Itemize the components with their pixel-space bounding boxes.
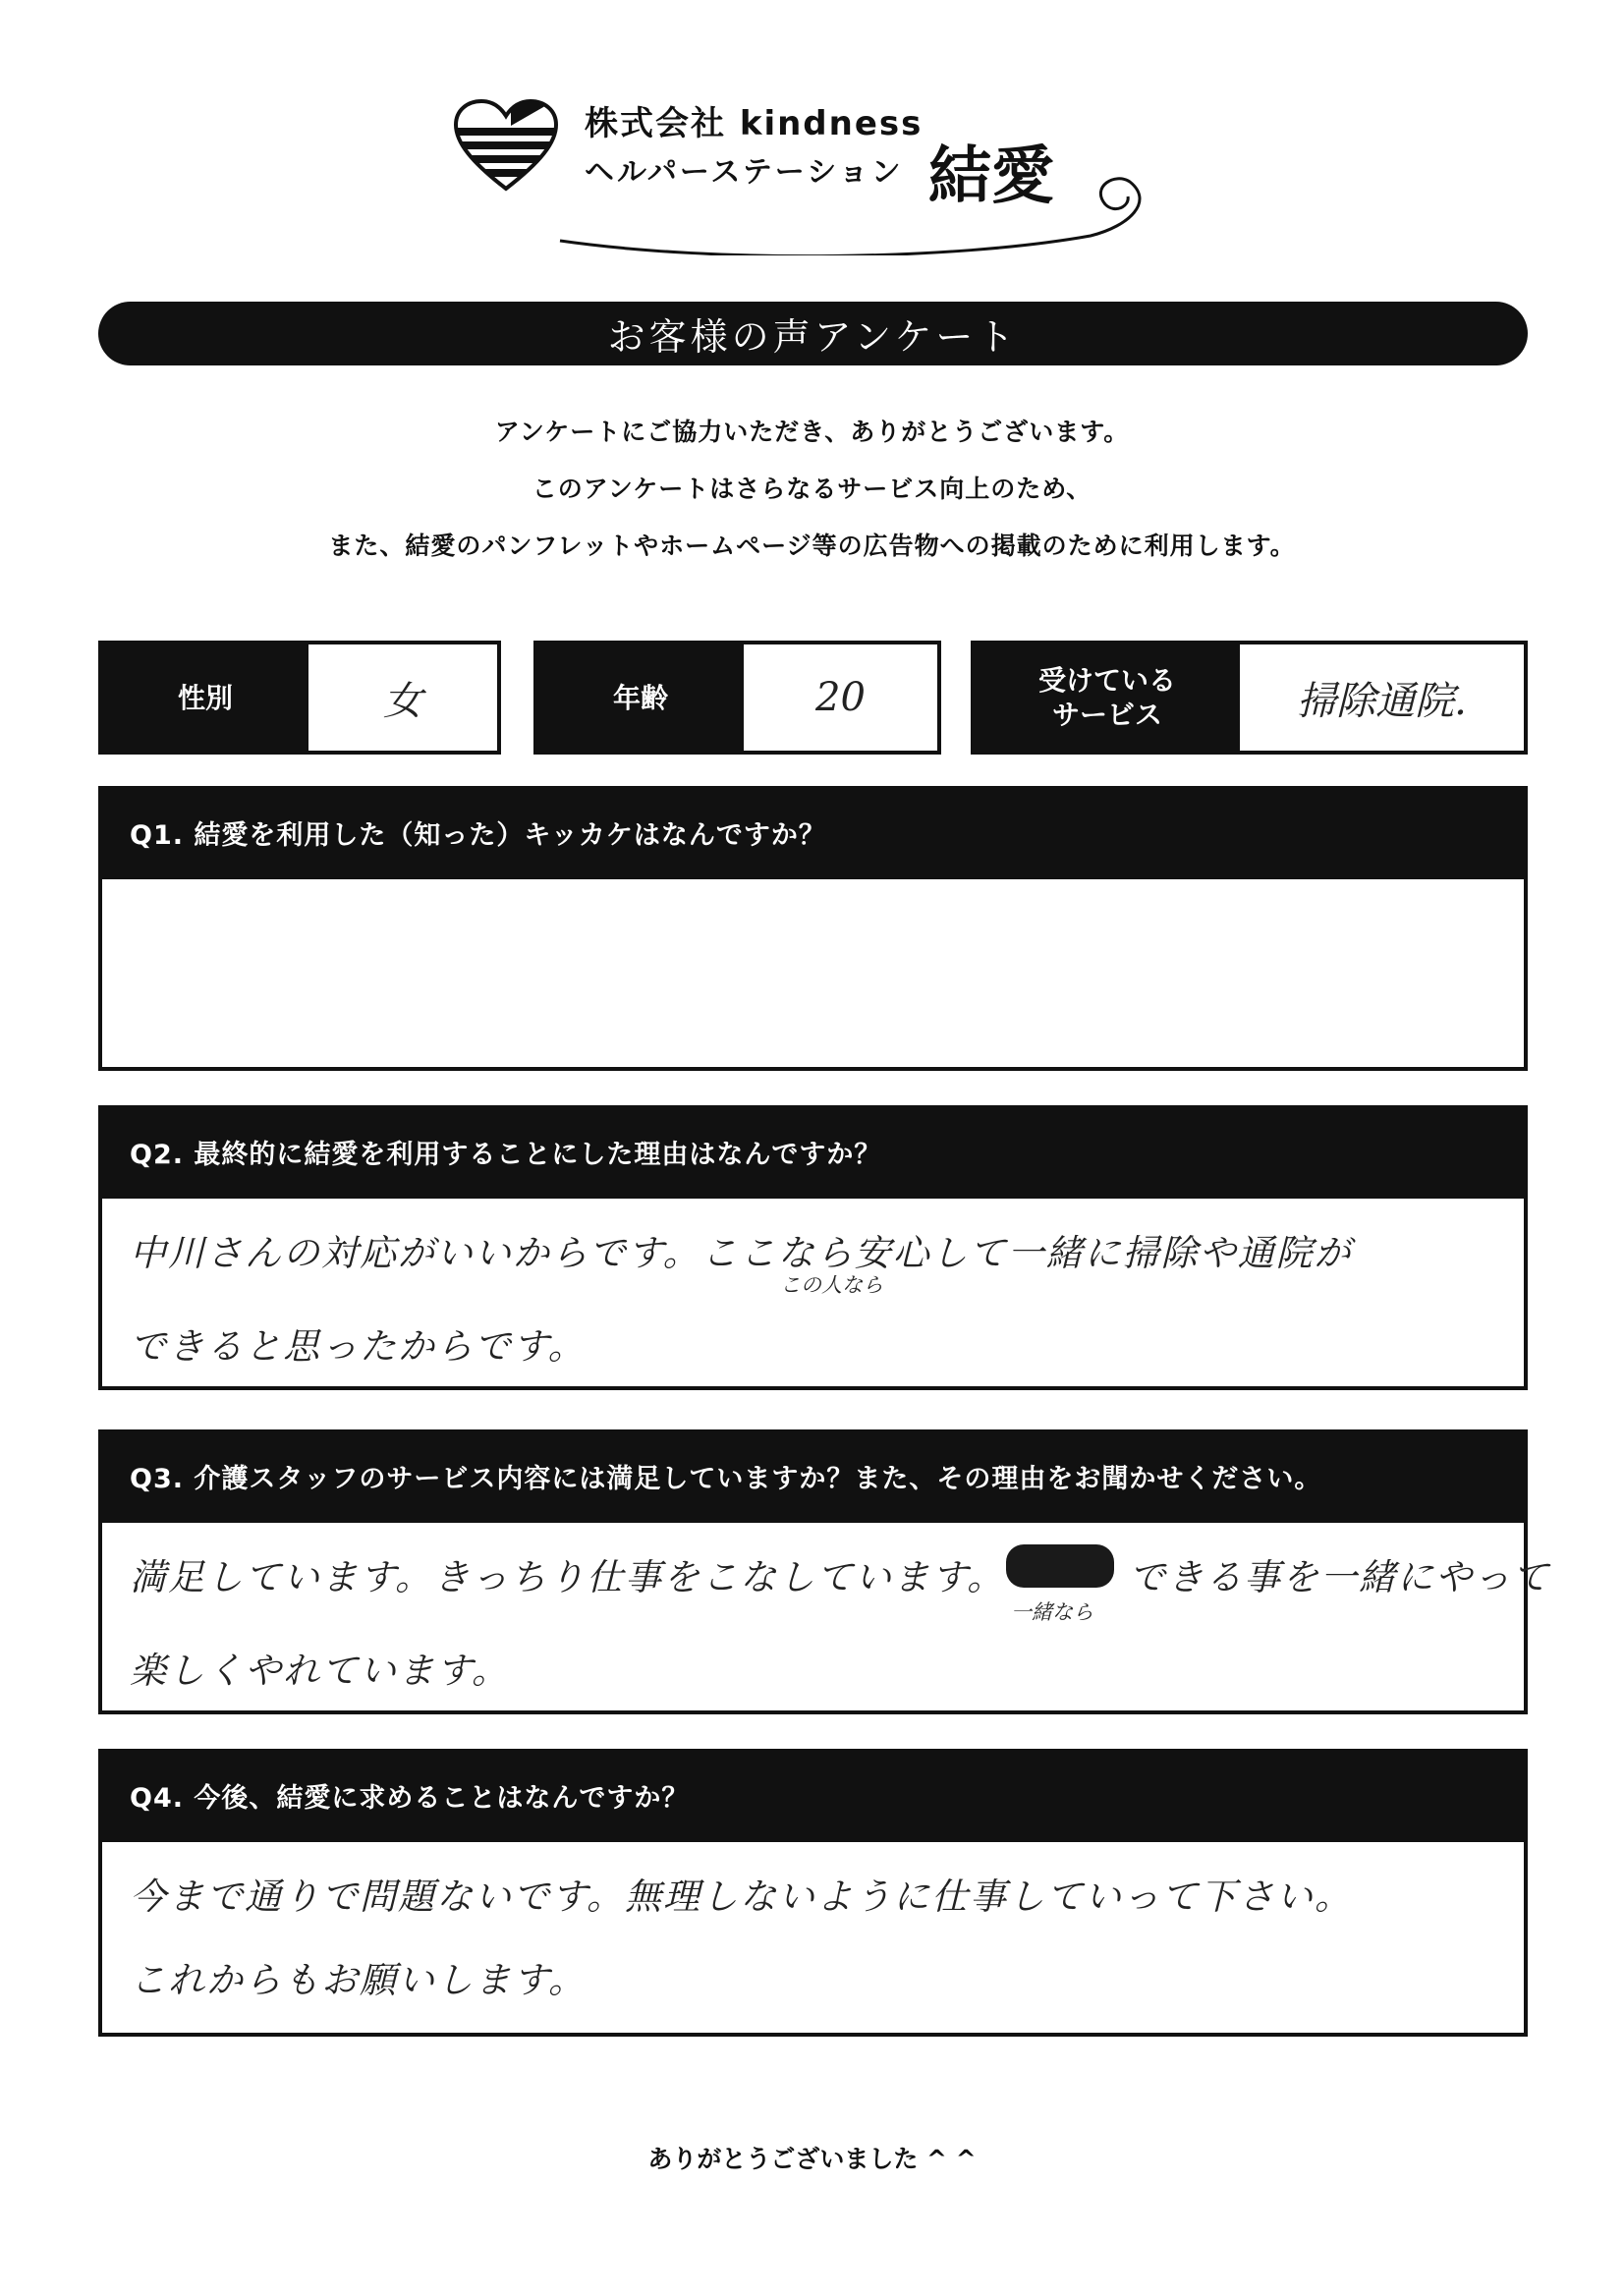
question-3-label: Q3. 介護スタッフのサービス内容には満足していますか？また、その理由をお聞かせください。 <box>98 1429 1528 1523</box>
service-label-line-2: サービス <box>1051 699 1162 731</box>
intro-line-1: アンケートにご協力いただき、ありがとうございます。 <box>494 418 1130 446</box>
question-2-answer-area[interactable] <box>98 1199 1528 1390</box>
gender-label: 性別 <box>102 644 308 751</box>
question-4-label: Q4. 今後、結愛に求めることはなんですか？ <box>98 1749 1528 1842</box>
redaction-scribble <box>1006 1544 1114 1588</box>
question-2-label: Q2. 最終的に結愛を利用することにした理由はなんですか？ <box>98 1105 1528 1199</box>
question-4-answer-line-1: 今まで通りで問題ないです。無理しないように仕事していって下さい。 <box>130 1876 1354 1918</box>
question-2-answer-line-2: できると思ったからです。 <box>130 1325 587 1368</box>
question-3-answer-line-1b: できる事を一緒にやって <box>1129 1556 1550 1598</box>
intro-line-3: また、結愛のパンフレットやホームページ等の広告物への掲載のために利用します。 <box>328 532 1296 560</box>
service-label-line-1: 受けている <box>1037 664 1176 697</box>
logo <box>452 88 1159 236</box>
survey-title: お客様の声アンケート <box>98 302 1528 365</box>
question-1-label: Q1. 結愛を利用した（知った）キッカケはなんですか？ <box>98 786 1528 879</box>
station-name: ヘルパーステーション <box>585 155 904 190</box>
gender-value[interactable]: 女 <box>383 678 422 724</box>
service-value[interactable]: 掃除通院. <box>1297 678 1467 724</box>
gender-field <box>98 641 501 755</box>
question-4-answer-area[interactable] <box>98 1842 1528 2037</box>
question-3-insertion-note: 一緒なら <box>1011 1600 1093 1624</box>
swoosh-decoration <box>540 147 1159 255</box>
thank-you-footer: ありがとうございました ^ ^ <box>647 2145 977 2173</box>
question-2-answer-line-1: 中川さんの対応がいいからです。ここなら安心して一緒に掃除や通院が <box>130 1232 1353 1274</box>
intro-line-2: このアンケートはさらなるサービス向上のため、 <box>532 475 1092 503</box>
question-3-answer-line-2: 楽しくやれています。 <box>130 1650 511 1692</box>
question-1-answer-area[interactable] <box>98 879 1528 1071</box>
question-2-insertion-note: この人なら <box>780 1273 883 1297</box>
question-3-answer-line-1: 満足しています。きっちり仕事をこなしています。 <box>130 1556 1006 1598</box>
company-name: 株式会社 kindness <box>585 104 924 143</box>
age-field <box>533 641 941 755</box>
question-3-answer-area[interactable] <box>98 1523 1550 1714</box>
brand-name: 結愛 <box>928 140 1054 213</box>
question-4-answer-line-2: これからもお願いします。 <box>130 1959 588 2001</box>
service-field <box>971 641 1528 755</box>
service-label <box>975 644 1240 751</box>
age-value[interactable]: 20 <box>815 675 866 720</box>
age-label: 年齢 <box>537 644 744 751</box>
